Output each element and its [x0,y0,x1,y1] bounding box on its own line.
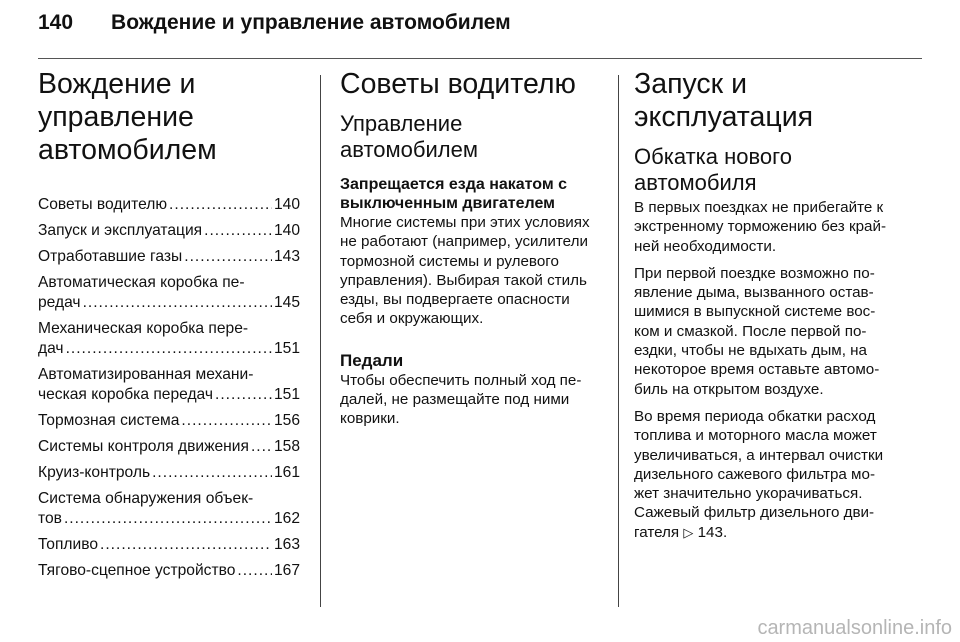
toc-leader-dots [66,339,272,359]
toc-entry-row [38,247,300,267]
toc-entry[interactable] [38,195,300,215]
toc-entry[interactable] [38,411,300,431]
arrow-reference-icon: ▷ [683,524,694,540]
toc-entry-title-line: Автоматическая коробка пе- [38,274,245,291]
toc-page-number: 163 [273,536,300,553]
toc-entry[interactable] [38,463,300,483]
toc-page-number: 161 [273,464,300,481]
toc-entry-title: ческая коробка передач [38,386,213,403]
pedals-title: Педали [340,350,404,370]
toc-page-number: 156 [273,412,300,429]
driving-tips-column [340,68,602,429]
watermark: carmanualsonline.info [757,617,952,639]
page-header [38,6,511,40]
table-of-contents [38,195,300,581]
toc-page-number: 145 [273,294,300,311]
toc-entry-row [38,385,300,405]
toc-entry-row [38,509,300,529]
toc-entry-title: Круиз-контроль [38,464,151,481]
section-title-startup: Запуск и эксплуатация [634,68,814,133]
running-in-paragraph-2: При первой поездке возможно по- явление дыма, вызванного остав- шимися в выпускной системе вос- ком и смазкой. После первой по- ездки, чтобы не вдыхать дым, на некоторое время оставьте автомо- биль на открытом воздухе. [634,264,880,398]
toc-entry-title-line: Система обнаружения объек- [38,490,254,507]
toc-entry[interactable] [38,247,300,267]
page-reference-link[interactable]: 143. [697,523,728,541]
toc-entry[interactable] [38,273,300,313]
toc-page-number: 151 [273,340,300,357]
toc-entry[interactable] [38,319,300,359]
toc-leader-dots [83,293,272,313]
toc-entry-row [38,561,300,581]
toc-page-number: 143 [273,248,300,265]
toc-entry-row [38,411,300,431]
running-in-paragraph-3: Во время периода обкатки расход топлива и моторного масла может увеличиваться, а интервал очистки дизельного сажевого фильтра мо- жет значительно укорачиваться. Сажевый фильтр дизельного дви- гателя ▷ 143. [634,407,884,541]
toc-entry-row [38,339,300,359]
toc-entry-title: Системы контроля движения [38,438,249,455]
toc-page-number: 167 [273,562,300,579]
toc-entry-row [38,437,300,457]
toc-leader-dots [184,247,272,267]
toc-entry-row [38,463,300,483]
column-divider-2 [618,75,619,607]
toc-page-number: 151 [273,386,300,403]
toc-entry-title: тов [38,510,62,527]
toc-leader-dots [251,437,272,457]
toc-entry-title: Тормозная система [38,412,180,429]
header-rule [38,58,922,59]
coasting-title: Запрещается езда накатом с выключенным двигателем [340,176,568,212]
toc-leader-dots [152,463,272,483]
startup-column [634,68,904,550]
toc-leader-dots [215,385,272,405]
toc-entry[interactable] [38,437,300,457]
toc-entry-row [38,221,300,241]
coasting-text: Многие системы при этих условиях не работают (например, усилители тормозной системы и рулевого управления). Выбирая такой стиль езды, вы подвергаете опасности себя и окружающих. [340,214,590,328]
subsection-title-running-in: Обкатка нового автомобиля [634,144,792,195]
chapter-title: Вождение и управление автомобилем [38,68,217,166]
toc-page-number: 140 [273,222,300,239]
toc-entry-title: Советы водителю [38,196,168,213]
toc-leader-dots [237,561,272,581]
toc-entry[interactable] [38,561,300,581]
toc-entry-title: редач [38,294,81,311]
toc-entry[interactable] [38,365,300,405]
running-in-paragraph-1: В первых поездках не прибегайте к экстренному торможению без край- ней необходимости. [634,199,887,255]
toc-entry[interactable] [38,535,300,555]
pedals-text: Чтобы обеспечить полный ход пе- далей, не размещайте под ними коврики. [340,371,582,428]
toc-entry-row [38,293,300,313]
toc-entry[interactable] [38,489,300,529]
toc-entry[interactable] [38,221,300,241]
toc-page-number: 140 [273,196,300,213]
section-title-tips: Советы водителю [340,68,576,100]
column-divider-1 [320,75,321,607]
chapter-contents-column [38,68,300,587]
toc-entry-row [38,195,300,215]
subsection-title-control: Управление автомобилем [340,111,478,162]
toc-leader-dots [204,221,272,241]
toc-entry-title: Топливо [38,536,99,553]
toc-leader-dots [181,411,272,431]
toc-page-number: 162 [273,510,300,527]
toc-leader-dots [169,195,272,215]
toc-leader-dots [64,509,272,529]
toc-entry-title: Отработавшие газы [38,248,183,265]
toc-entry-title-line: Автоматизированная механи- [38,366,254,383]
toc-entry-row [38,535,300,555]
toc-entry-title: дач [38,340,64,357]
toc-entry-title: Запуск и эксплуатация [38,222,203,239]
toc-page-number: 158 [273,438,300,455]
running-title: Вождение и управление автомобилем [111,11,511,34]
toc-leader-dots [100,535,272,555]
toc-entry-title: Тягово-сцепное устройство [38,562,236,579]
toc-entry-title-line: Механическая коробка пере- [38,320,249,337]
page-number: 140 [38,11,74,34]
